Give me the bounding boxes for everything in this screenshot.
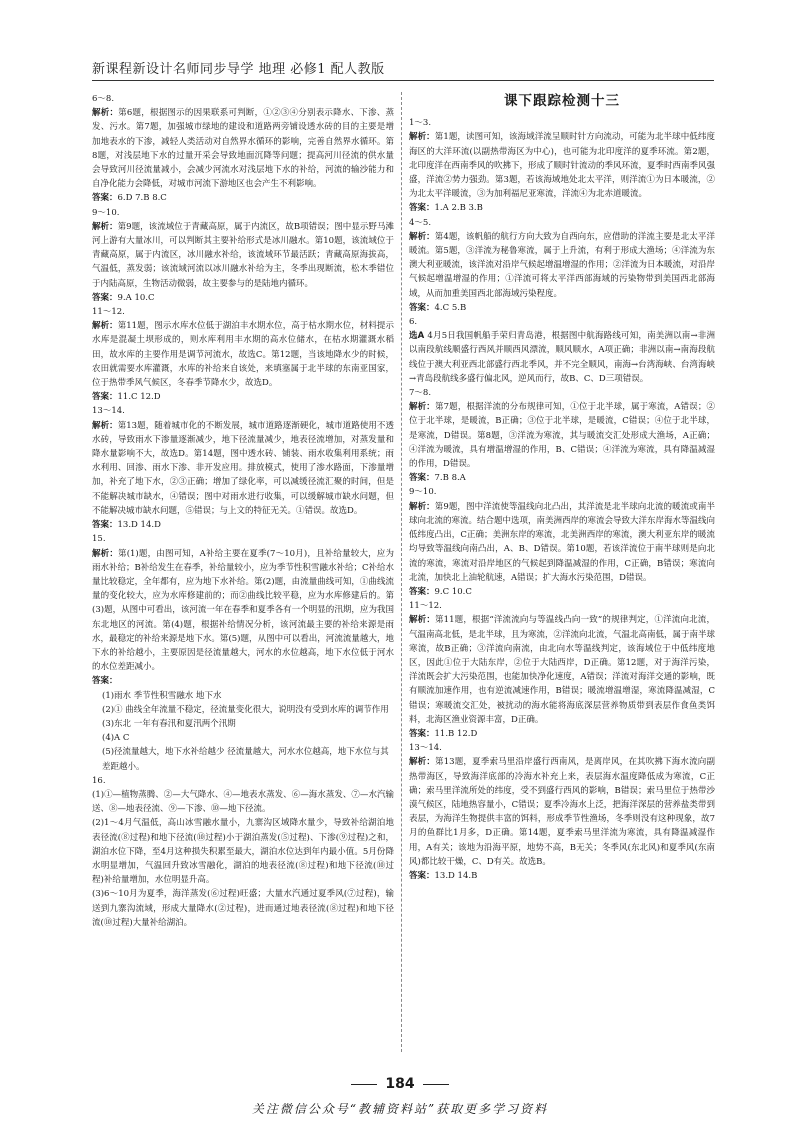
explanation-label: 解析： <box>409 132 435 143</box>
answer-subline: (3)东北 一年有春汛和夏汛两个汛期 <box>102 718 236 729</box>
answer-label: 答案： <box>92 392 118 403</box>
explanation-paragraph <box>92 816 394 887</box>
answer-block <box>92 774 394 930</box>
page-number-text: 184 <box>385 1076 415 1092</box>
explanation-text: 第11题，图示水库水位低于湖泊丰水期水位，高于枯水期水位，材料提示水库是混凝土坝形成的，则水库利用丰水期的高水位储水，在枯水期灌溉水稻田，故水库的主要作用是调节河流水，故选C。第12题，当该地降水少的时候，农田就需要水库灌溉，水库的补给来自该处，来填塞属于北半球的东南亚国家，位于热带季风气候区，冬春季节降水少，故选D。 <box>92 321 394 389</box>
explanation-label: 选A <box>409 331 428 342</box>
explanation-text: (1)①—植物蒸腾、②—大气降水、④—地表水蒸发、⑥—海水蒸发、⑦—水汽输送、⑧—地表径流、⑨—下渗、⑩—地下径流。 <box>92 789 394 815</box>
explanation-paragraph <box>92 319 394 390</box>
explanation-paragraph <box>92 419 394 518</box>
answer-line <box>92 518 394 532</box>
answer-label: 答案： <box>92 292 118 303</box>
explanation-label: 解析： <box>92 548 119 559</box>
explanation-text: 4月5日我国帆船手荣归青岛港，根据图中航海路线可知，南美洲以南→非洲以南段航线顺盛行西风并顺西风漂流，顺风顺水，A项正确；非洲以南→南海段航线位于澳大利亚西北部盛行西北季风，并不完全顺风，南海→台湾海峡、台湾海峡→青岛段航线多盛行偏北风，逆风而行，故B、C、D三项错误。 <box>409 331 715 384</box>
section-title: 课下跟踪检测十三 <box>504 93 620 109</box>
question-range: 13～14. <box>409 743 442 754</box>
right-column-body <box>409 116 715 883</box>
column-divider <box>401 92 402 1052</box>
answer-line <box>409 201 715 215</box>
answer-subline: (1)雨水 季节性积雪融水 地下水 <box>102 690 222 701</box>
explanation-text: 第9题，该流域位于青藏高原，属于内流区，故B项错误；图中显示野马滩河上游有大量冰川，可以判断其主要补给形式是冰川融水。第10题，该流域位于青藏高原，属于内流区，冰川融水补给，该流域环节最活跃；青藏高原海拔高，气温低，蒸发弱；该流域河流以冰川融水补给为主，冬季出现断流，松木季错位于内陆高原，生物活动微弱，故主要参与的是陆地内循环。 <box>92 221 394 289</box>
answer-block <box>92 404 394 532</box>
answer-value: 13.D 14.D <box>117 520 161 531</box>
explanation-paragraph <box>409 329 715 386</box>
question-range: 11～12. <box>409 601 442 612</box>
left-column <box>92 92 394 930</box>
answer-label: 答案： <box>409 728 435 739</box>
answer-line <box>409 869 715 883</box>
question-range: 6. <box>409 317 418 328</box>
page-number-dash-right <box>423 1084 449 1085</box>
question-range: 13～14. <box>92 406 125 417</box>
answer-subline: (5)径流量越大，地下水补给越少 径流量越大，河水水位越高，地下水位与其差距越小。 <box>102 747 389 772</box>
answer-label: 答案： <box>92 520 118 531</box>
answer-block <box>92 305 394 404</box>
explanation-label: 解析： <box>409 231 435 242</box>
answer-value: 9.C 10.C <box>434 586 472 597</box>
question-range: 9～10. <box>409 487 437 498</box>
explanation-paragraph <box>409 130 715 201</box>
answer-line <box>92 390 394 404</box>
explanation-text: 第9题，图中洋流使等温线向北凸出，其洋流是北半球向北流的暖流或南半球向北流的寒流。结合题中选项，南美洲西岸的寒流会导致大洋东岸海水等温线向低纬度凸出，C正确；美洲东岸的寒流，北美洲西岸的寒流，澳大利亚东岸的暖流均导致等温线向南凸出，A、B、D错误。第10题，若该洋流位于南半球则是向北流的寒流，寒流对沿岸地区的气候起到降温减湿的作用，C正确，B错误；寒流向北流，加快北上油轮航速，A错误；扩大海水污染范围，D错误。 <box>409 501 716 583</box>
explanation-text: 第7题，根据洋流的分布规律可知，①位于北半球，属于寒流，A错误；②位于北半球，是暖流，B正确；③位于北半球，是暖流，C错误；④位于北半球，是寒流，D错误。第8题，③洋流为寒流，其与暖流交汇处形成大渔场，A正确；④洋流为暖流，具有增温增湿的作用，B、C错误；④洋流为寒流，具有降温减湿的作用，D错误。 <box>409 402 715 470</box>
explanation-label: 解析： <box>409 615 436 626</box>
explanation-paragraph <box>92 887 394 930</box>
answer-label: 答案： <box>92 676 118 687</box>
answer-block <box>409 485 715 599</box>
question-range: 1～3. <box>409 118 432 129</box>
running-header: 新课程新设计名师同步导学 地理 必修1 配人教版 <box>92 62 385 77</box>
answer-block <box>409 315 715 386</box>
answer-line <box>409 301 715 315</box>
explanation-paragraph <box>409 230 715 301</box>
page-number <box>0 1076 800 1092</box>
explanation-label: 解析： <box>92 108 119 119</box>
explanation-text: 第11题，根据“洋流流向与等温线凸向一致”的规律判定，①洋流向北流，气温南高北低，是北半球，且为寒流，②洋流向北流，气温北高南低，属于南半球寒流，故B正确；③洋流向南流，由北向水等温线判定，该海域位于中低纬度地区，因此①位于大陆东岸，②位于大陆西岸，D正确。第12题，对于海洋污染，洋流既会扩大污染范围，也能加快净化速度，A错误；洋流对海洋交通的影响，既有顺流加速作用，也有逆流减速作用，B错误；暖流增温增湿，寒流降温减湿，C错误；寒暖流交汇处，被扰动的海水能将海底深层营养物质带到表层作食鱼类饵料，北海区渔业资源丰富，D正确。 <box>409 615 716 725</box>
answer-line <box>92 191 394 205</box>
answer-block <box>409 116 715 215</box>
question-range: 11～12. <box>92 307 125 318</box>
answer-label: 答案： <box>409 473 435 484</box>
right-column <box>409 92 715 883</box>
explanation-text: 第6题，根据图示的因果联系可判断，①②③④分别表示降水、下渗、蒸发、污水。第7题，加强城市绿地的建设和道路两旁铺设透水砖的目的主要是增加地表水的下渗，减轻人类活动对自然界水循环的影响，完善自然界水循环。第8题，对浅层地下水的过量开采会导致地面沉降等问题；提高河川径流的供水量会导致河川径流量减小，会减少河流水对浅层地下水的补给，河流的输沙能力和自净化能力会降低，对城市河流下游地区也会产生不利影响。 <box>92 108 394 190</box>
answer-value: 9.A 10.C <box>117 292 155 303</box>
answer-label: 答案： <box>409 203 435 214</box>
answer-block <box>92 532 394 773</box>
answer-line <box>409 471 715 485</box>
explanation-text: 第13题，夏季索马里沿岸盛行西南风，是离岸风，在其吹拂下海水流向副热带海区，导致海洋底部的冷海水补充上来，表层海水温度降低成为寒流，C正确；索马里洋流所处的纬度，受不到盛行西风的影响，B错误；索马里位于热带沙漠气候区，陆地热容量小，C错误；夏季冷海水上泛，把海洋深层的营养盐类带到表层，为海洋生物提供丰富的饵料，形成季节性渔场，冬季则没有这种现象，故7月的鱼群比1月多，D正确。第14题，夏季索马里洋流为寒流，具有降温减湿作用，A有关；该地为沿海平原，地势不高，B无关；冬季风(东北风)和夏季风(东南风)都比较干燥，C、D有关。故选B。 <box>409 757 715 867</box>
answer-subline: (4)A C <box>102 733 130 744</box>
answer-label: 答案： <box>92 193 118 204</box>
explanation-label: 解析： <box>409 501 435 512</box>
answer-block <box>409 386 715 485</box>
answer-block <box>92 92 394 206</box>
question-range: 9～10. <box>92 207 120 218</box>
answer-value: 11.C 12.D <box>117 392 161 403</box>
question-range: 7～8. <box>409 388 432 399</box>
explanation-paragraph <box>409 400 715 471</box>
footer-note: 关注微信公众号“教辅资料站”获取更多学习资料 <box>251 1102 549 1116</box>
answer-value: 6.D 7.B 8.C <box>117 193 167 204</box>
explanation-paragraph <box>92 106 394 191</box>
explanation-label: 解析： <box>92 321 118 332</box>
answer-line <box>92 291 394 305</box>
page-number-dash-left <box>351 1084 377 1085</box>
question-range: 15. <box>92 534 106 545</box>
explanation-label: 解析： <box>409 402 435 413</box>
question-range: 6～8. <box>92 94 115 104</box>
answer-line <box>409 585 715 599</box>
answer-value: 11.B 12.D <box>434 728 478 739</box>
explanation-text: (2)1～4月气温低，高山冰雪融水量小，九寨沟区域降水量少，导致补给湖泊地表径流(⑧过程)和地下径流(⑩过程)小于湖泊蒸发(⑤过程)、下渗(⑨过程)之和，湖泊水位下降，至4月这种损失积累至最大，湖泊水位达到年内最小值。5月份降水明显增加，气温回升致冰雪融化，湖泊的地表径流(⑧过程)和地下径流(⑩过程)补给量增加，水位明显升高。 <box>92 818 394 886</box>
answer-block <box>409 216 715 315</box>
explanation-label: 解析： <box>409 757 436 768</box>
explanation-text: (3)6～10月为夏季，海洋蒸发(⑥过程)旺盛；大量水汽通过夏季风(⑦过程)，输送到九寨沟流域，形成大量降水(②过程)，进而通过地表径流(⑧过程)和地下径流(⑩过程)大量补给湖泊。 <box>92 889 394 928</box>
explanation-text: 第13题，随着城市化的不断发展，城市道路逐渐硬化，城市道路使用不透水砖，导致雨水下渗量逐渐减少，地下径流量减少，地表径流增加，对蒸发量和降水量影响不大，故选D。第14题，图中透水砖、铺装、雨水收集利用系统；雨水利用、回渗、雨水下渗、非开发应用。排放模式，使用了渗水路面，下渗量增加，补充了地下水，②③正确；增加了绿化率，可以减缓径流汇聚的时间，但是不能解决城市缺水，④错误；图中对雨水进行收集，可以缓解城市缺水问题，但不能解决城市缺水问题，⑤错误；与上文的特征无关。①错误。故选D。 <box>92 420 394 516</box>
explanation-text: 第(1)题，由图可知，A补给主要在夏季(7～10月)，且补给量较大，应为雨水补给；B补给发生在春季，补给量较小，应为季节性积雪融水补给；C补给水量比较稳定，全年都有，应为地下水补给。第(2)题，由流量曲线可知，①曲线流量的变化较大，应为水库修建前的；而②曲线比较平稳，应为水库修建后的。第(3)题，从图中可看出，该河流一年在春季和夏季各有一个明显的汛期，应为我国东北地区的河流。第(4)题，根据补给情况分析，该河流最主要的补给来源是雨水，最稳定的补给来源是地下水。第(5)题，从图中可以看出，河流流量越大，地下水的补给越小，主要原因是径流量越大，河水的水位越高，地下水位低于河水的水位差距减小。 <box>92 548 394 673</box>
explanation-paragraph <box>409 755 715 869</box>
answer-label: 答案： <box>409 302 435 313</box>
answer-line <box>92 674 394 688</box>
explanation-text: 第1题，读图可知，该海域洋流呈顺时针方向流动，可能为北半球中低纬度海区的大洋环流(以副热带海区为中心)，也可能为北印度洋的夏季环流。第2题，北印度洋在西南季风的吹拂下，形成了顺时针流动的季风环流，夏季时西南季风强盛，洋流②势力强劲。第3题，若该海域地处北太平洋，则洋流①为日本暖流，②为北太平洋暖流，③为加利福尼亚寒流，洋流④为北赤道暖流。 <box>409 132 716 200</box>
explanation-paragraph <box>92 788 394 816</box>
answer-value: 13.D 14.B <box>434 870 478 881</box>
answer-value: 4.C 5.B <box>434 302 467 313</box>
answer-value: 1.A 2.B 3.B <box>434 203 483 214</box>
explanation-paragraph <box>409 500 715 585</box>
question-range: 16. <box>92 775 106 786</box>
answer-value: 7.B 8.A <box>434 473 466 484</box>
explanation-paragraph <box>92 220 394 291</box>
answer-block <box>409 741 715 883</box>
explanation-paragraph <box>92 547 394 675</box>
answer-label: 答案： <box>409 586 435 597</box>
answer-block <box>409 599 715 741</box>
explanation-label: 解析： <box>92 221 118 232</box>
answer-label: 答案： <box>409 870 435 881</box>
header-rule <box>92 80 714 81</box>
answer-line <box>409 727 715 741</box>
explanation-text: 第4题，该帆船的航行方向大致为自西向东，应借助的洋流主要是北太平洋暖流。第5题，③洋流为秘鲁寒流，属于上升流，有利于形成大渔场；④洋流为东澳大利亚暖流，该洋流对沿岸气候起增温增湿的作用；②洋流为日本暖流，对沿岸气候起增温增湿的作用；①洋流可将太平洋西部海域的污染物带到美国西北部海域，从而加重美国西北部海域污染程度。 <box>409 231 716 299</box>
explanation-label: 解析： <box>92 420 118 431</box>
question-range: 4～5. <box>409 217 432 228</box>
answer-block <box>92 206 394 305</box>
answer-subline: (2)① 曲线全年流量不稳定，径流量变化很大，说明没有受到水库的调节作用 <box>102 704 389 715</box>
explanation-paragraph <box>409 613 715 727</box>
